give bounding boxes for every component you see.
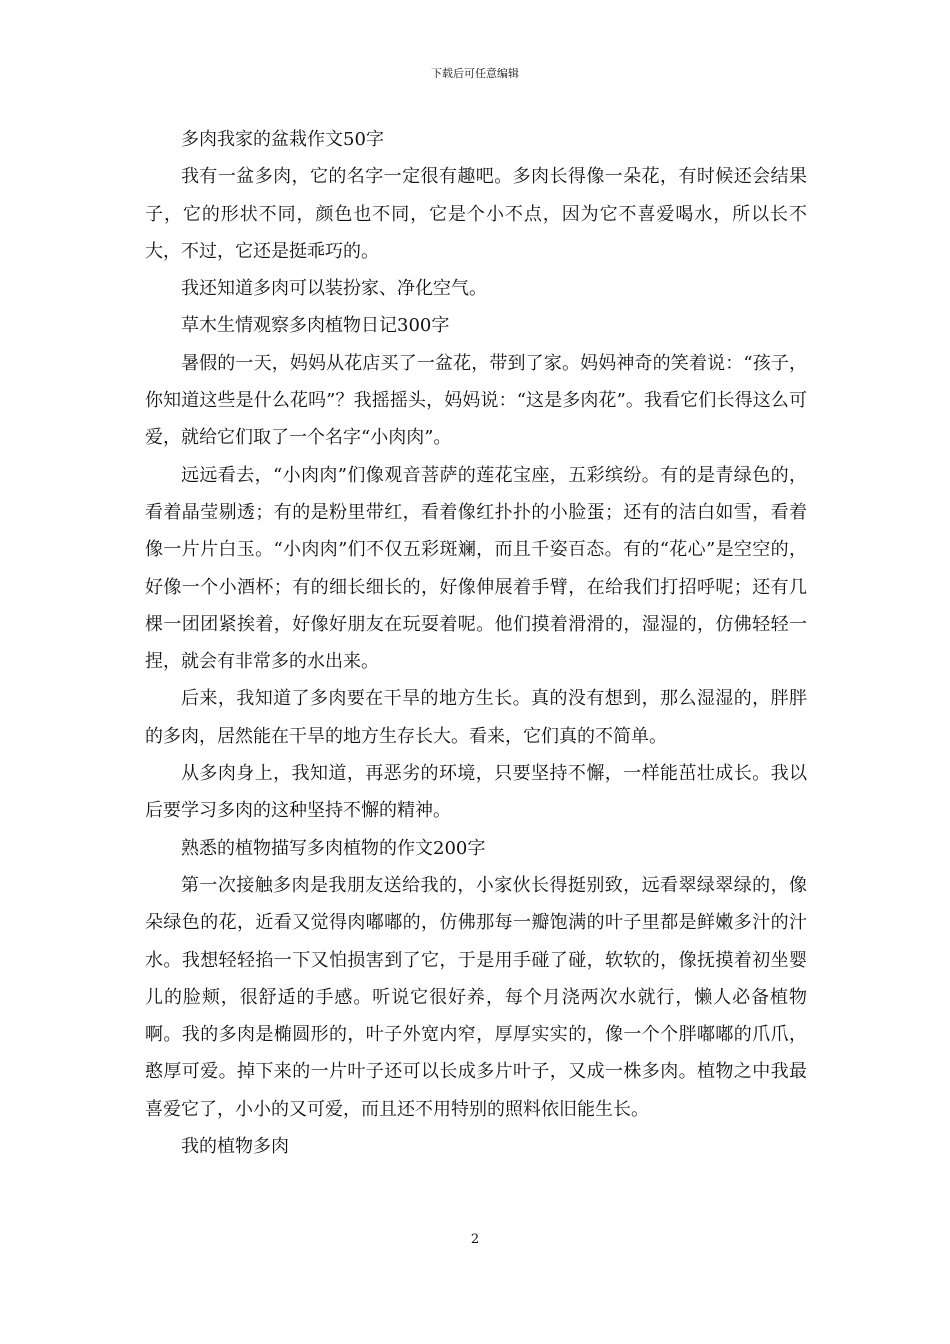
paragraph: 暑假的一天，妈妈从花店买了一盆花，带到了家。妈妈神奇的笑着说：“孩子，你知道这些是什么花吗”？我摇摇头，妈妈说：“这是多肉花”。我看它们长得这么可爱，就给它们取了一个名字“小肉肉”。 <box>145 352 807 449</box>
paragraph: 第一次接触多肉是我朋友送给我的，小家伙长得挺别致，远看翠绿翠绿的，像朵绿色的花，近看又觉得肉嘟嘟的，仿佛那每一瓣饱满的叶子里都是鲜嫩多汁的汁水。我想轻轻掐一下又怕损害到了它，于是用手碰了碰，软软的，像抚摸着初坐婴儿的脸颊，很舒适的手感。听说它很好养，每个月浇两次水就行，懒人必备植物啊。我的多肉是椭圆形的，叶子外宽内窄，厚厚实实的，像一个个胖嘟嘟的爪爪，憨厚可爱。掉下来的一片叶子还可以长成多片叶子，又成一株多肉。植物之中我最喜爱它了，小小的又可爱，而且还不用特别的照料依旧能生长。 <box>145 874 807 1120</box>
paragraph: 我还知道多肉可以装扮家、净化空气。 <box>181 278 487 300</box>
paragraph: 后来，我知道了多肉要在干旱的地方生长。真的没有想到，那么湿湿的，胖胖的多肉，居然能在干旱的地方生存长大。看来，它们真的不简单。 <box>145 688 807 747</box>
paragraph: 远远看去，“小肉肉”们像观音菩萨的莲花宝座，五彩缤纷。有的是青绿色的，看着晶莹剔透；有的是粉里带红，看着像红扑扑的小脸蛋；还有的洁白如雪，看着像一片片白玉。“小肉肉”们不仅五彩斑斓，而且千姿百态。有的“花心”是空空的，好像一个小酒杯；有的细长细长的，好像伸展着手臂，在给我们打招呼呢；还有几棵一团团紧挨着，好像好朋友在玩耍着呢。他们摸着滑滑的，湿湿的，仿佛轻轻一捏，就会有非常多的水出来。 <box>145 464 807 673</box>
page-number: 2 <box>470 1232 480 1247</box>
page-header: 下载后可任意编辑 <box>431 67 519 80</box>
section-title: 多肉我家的盆栽作文50字 <box>181 129 384 150</box>
section-title: 熟悉的植物描写多肉植物的作文200字 <box>181 837 486 859</box>
section-title: 我的植物多肉 <box>181 1136 289 1158</box>
paragraph: 我有一盆多肉，它的名字一定很有趣吧。多肉长得像一朵花，有时候还会结果子，它的形状不同，颜色也不同，它是个小不点，因为它不喜爱喝水，所以长不大，不过，它还是挺乖巧的。 <box>145 166 807 262</box>
section-title: 草木生情观察多肉植物日记300字 <box>181 315 450 337</box>
paragraph: 从多肉身上，我知道，再恶劣的环境，只要坚持不懈，一样能茁壮成长。我以后要学习多肉的这种坚持不懈的精神。 <box>145 763 807 822</box>
document-body <box>145 121 807 1165</box>
